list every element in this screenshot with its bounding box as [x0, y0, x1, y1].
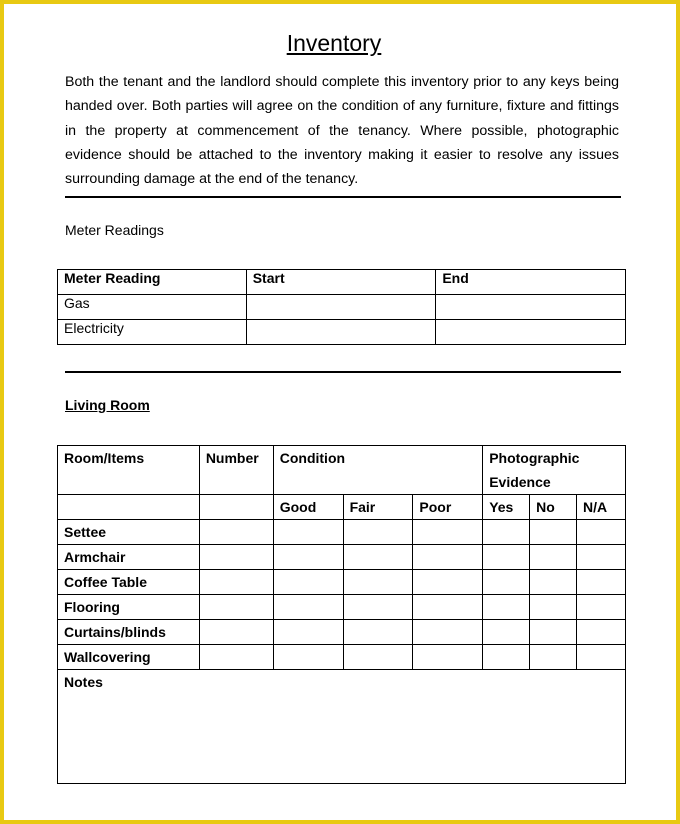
item-label: Coffee Table [58, 570, 200, 595]
entry-cell[interactable] [483, 620, 530, 645]
entry-cell[interactable] [483, 520, 530, 545]
header-number: Number [199, 446, 273, 495]
entry-cell[interactable] [199, 570, 273, 595]
entry-cell[interactable] [343, 595, 413, 620]
entry-cell[interactable] [273, 545, 343, 570]
entry-cell[interactable] [577, 620, 626, 645]
entry-cell[interactable] [343, 520, 413, 545]
meter-start-cell[interactable] [246, 320, 436, 345]
notes-cell[interactable]: Notes [58, 670, 626, 784]
entry-cell[interactable] [530, 595, 577, 620]
entry-cell[interactable] [483, 545, 530, 570]
header-no: No [530, 495, 577, 520]
meter-end-cell[interactable] [436, 295, 626, 320]
header-fair: Fair [343, 495, 413, 520]
entry-cell[interactable] [273, 645, 343, 670]
entry-cell[interactable] [343, 570, 413, 595]
entry-cell[interactable] [577, 595, 626, 620]
meter-start-cell[interactable] [246, 295, 436, 320]
header-good: Good [273, 495, 343, 520]
entry-cell[interactable] [577, 545, 626, 570]
meter-readings-table [57, 269, 626, 345]
meter-label: Gas [58, 295, 247, 320]
entry-cell[interactable] [273, 520, 343, 545]
entry-cell[interactable] [577, 645, 626, 670]
entry-cell[interactable] [343, 545, 413, 570]
entry-cell[interactable] [413, 545, 483, 570]
entry-cell[interactable] [199, 520, 273, 545]
living-subheader-row [58, 495, 626, 520]
entry-cell[interactable] [413, 520, 483, 545]
meter-label: Electricity [58, 320, 247, 345]
meter-row-electricity [58, 320, 626, 345]
entry-cell[interactable] [413, 620, 483, 645]
intro-paragraph: Both the tenant and the landlord should complete this inventory prior to any keys being handed over. Both parties will agree on the condition of any furniture, fixture and fittings in the property at commencement of the tenancy. Where possible, photographic evidence should be attached to the inventory making it easier to resolve any issues surrounding damage at the end of the tenancy. [65, 74, 619, 188]
entry-cell[interactable] [273, 595, 343, 620]
entry-cell[interactable] [413, 645, 483, 670]
entry-cell[interactable] [199, 595, 273, 620]
living-header-row [58, 446, 626, 495]
entry-cell[interactable] [577, 570, 626, 595]
meter-readings-heading: Meter Readings [65, 222, 164, 238]
entry-cell[interactable] [530, 545, 577, 570]
entry-cell[interactable] [483, 595, 530, 620]
entry-cell[interactable] [577, 520, 626, 545]
table-row [58, 595, 626, 620]
entry-cell[interactable] [483, 570, 530, 595]
header-na: N/A [577, 495, 626, 520]
table-row [58, 645, 626, 670]
living-room-heading: Living Room [65, 397, 150, 413]
entry-cell[interactable] [483, 645, 530, 670]
entry-cell[interactable] [413, 595, 483, 620]
meter-row-gas [58, 295, 626, 320]
entry-cell[interactable] [273, 620, 343, 645]
item-label: Wallcovering [58, 645, 200, 670]
table-row [58, 545, 626, 570]
header-photographic-evidence: Photographic Evidence [483, 446, 626, 495]
entry-cell[interactable] [199, 620, 273, 645]
entry-cell[interactable] [530, 570, 577, 595]
header-room-items: Room/Items [58, 446, 200, 495]
entry-cell[interactable] [199, 545, 273, 570]
table-row [58, 620, 626, 645]
entry-cell[interactable] [530, 645, 577, 670]
entry-cell[interactable] [413, 570, 483, 595]
table-row [58, 570, 626, 595]
blank-cell [58, 495, 200, 520]
header-yes: Yes [483, 495, 530, 520]
table-row [58, 520, 626, 545]
item-label: Armchair [58, 545, 200, 570]
entry-cell[interactable] [530, 520, 577, 545]
item-label: Curtains/blinds [58, 620, 200, 645]
entry-cell[interactable] [343, 645, 413, 670]
entry-cell[interactable] [343, 620, 413, 645]
meter-header-start: Start [246, 270, 436, 295]
entry-cell[interactable] [199, 645, 273, 670]
blank-cell [199, 495, 273, 520]
page-title: Inventory [286, 30, 382, 56]
meter-header-end: End [436, 270, 626, 295]
item-label: Flooring [58, 595, 200, 620]
item-label: Settee [58, 520, 200, 545]
meter-end-cell[interactable] [436, 320, 626, 345]
divider-top [65, 196, 621, 198]
living-room-table [57, 445, 626, 784]
notes-row [58, 670, 626, 784]
divider-middle [65, 371, 621, 373]
meter-header-reading: Meter Reading [58, 270, 247, 295]
entry-cell[interactable] [273, 570, 343, 595]
entry-cell[interactable] [530, 620, 577, 645]
header-poor: Poor [413, 495, 483, 520]
meter-header-row [58, 270, 626, 295]
header-condition: Condition [273, 446, 482, 495]
